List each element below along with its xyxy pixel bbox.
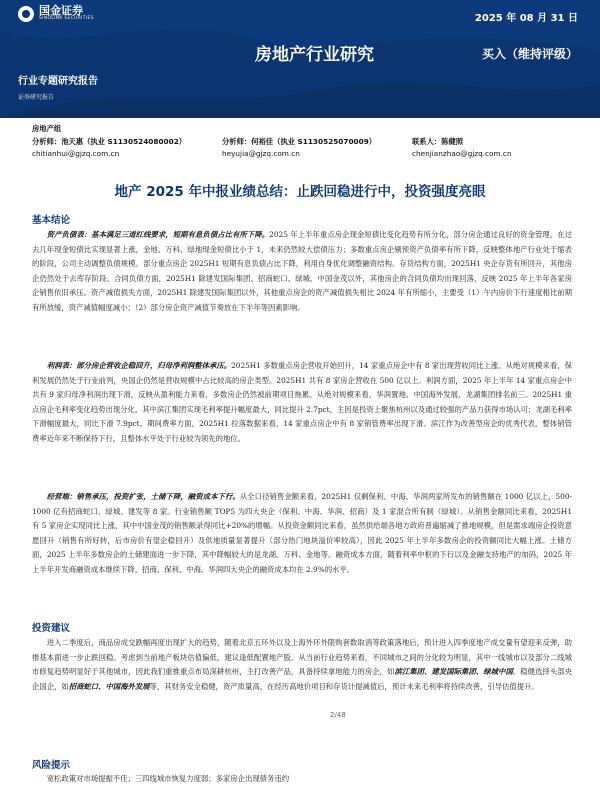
recommended-stocks-1: 滨江集团、建发国际集团、绿城中国 [394,667,513,677]
section-summary-heading: 基本结论 [32,215,71,226]
section-risk-heading: 风险提示 [32,760,71,771]
report-date: 2025 年 08 月 31 日 [474,13,578,24]
report-header [0,0,600,118]
contact-email[interactable]: chenjianzhao@gjzq.com.cn [412,149,512,158]
logo-icon [18,6,34,22]
income-statement-lead: 利润表：部分房企营收企稳回升，归母净利润整体承压。 [46,361,232,370]
balance-sheet-lead: 资产负债表：基本满足三道红线要求，短期有息负债占比有所下降。 [46,230,270,239]
company-name-cn: 国金证券 [39,4,83,17]
analyst-1: 分析师：池天惠（执业 S1130524080002） [32,137,187,146]
analyst-2: 分析师：何裕佳（执业 S1130525070009） [222,137,377,146]
balance-sheet-body: 2025 年上半年重点房企现金短债比变化趋势有所分化，部分房企通过良好的资金管理，在过去几年现金短债比实现显著上涨，金地、万科、绿地现金短债比小于 1，未来仍然较大偿债压力；多数重点房企剔预资产负债率有所下降，反映整体地产行业处于缩表的阶段，公司主动调整负债规模。部分重点房企 2025H1 短期有息负债占比下降，利用自身优化调整融资结构。存货结构方面，2025H1 央企存货有所回升，其他房企仍然处于去库存阶段。合同负债方面，2025H1 除建发国际集团、招商蛇口、绿城、中国金茂以外，其他房企的合同负债均出现回落，反映 2025 年上半年各家房企销售依旧承压。资产减值损失方面，2025H1 除建发国际集团以外，其他重点房企的资产减值损失相比 2024 年有所缩小，主要受（1）午内房价下行速度相比前期有所放缓，资产减值幅度减小；（2）部分房企资产减值节奏放在下半年等因素影响。 [32,230,572,312]
operations-lead: 经营端：销售承压，投资扩张，土储下降，融资成本下行。 [46,492,240,501]
analyst-block [32,124,572,158]
income-statement-body: 2025H1 多数重点房企营收开始回升，14 家重点房企中有 8 家出现营收同比上涨。从绝对规模来看，保利发展仍然处于行业前列，央国企仍然是营收规模中占比较高的房企类型。2025H1 共有 8 家房企营收在 500 亿以上。利润方面，2025 年上半年 14 家重点房企中共有 9 家归母净利润出现下滑，反映从盈利能力来看，多数房企仍然被前期项目拖累。从绝对规模来看，华润置地、中国海外发展、龙湖集团排名前三。2025H1 重点房企毛利率变化趋势出现分化，其中滨江集团实现毛利率提升幅度最大，同比提升 2.7pct，主因是投资上聚焦杭州以及通过较强的产品力获得市场认可；龙湖毛利率下滑幅度最大，同比下滑 7.9pct。期间费率方面，2025H1 拉落数据来看，14 家重点房企中有 8 家销管费率出现下滑。滨江作为改善型房企的优秀代表，整体销管费率近年来不断保持下行，且整体水平处于行业较为领先的地位。 [32,361,572,443]
sector-label: 房地产组 [32,124,62,133]
paragraph-risk [32,772,572,787]
analyst-2-email[interactable]: heyujia@gjzq.com.cn [222,149,300,158]
report-title: 房地产行业研究 [255,45,374,65]
paragraph-operations [32,490,572,578]
company-logo [18,5,94,22]
main-title: 地产 2025 年中报业绩总结：止跌回稳进行中，投资强度亮眼 [114,184,486,200]
contact-person: 联系人：陈健照 [412,137,464,146]
company-name-en: SINOLINK SECURITIES [39,16,94,21]
section-advice-heading: 投资建议 [32,623,71,634]
report-dept: 证券研究报告 [18,94,55,101]
page-number: 2/48 [330,711,346,719]
paragraph-investment-advice [32,636,572,694]
analyst-names-row [32,137,572,147]
operations-body: 从全口径销售金额来看，2025H1 仅剩保利、中海、华润两家所发布的销售额在 1000 亿以上，500-1000 亿有招商蛇口、绿城、建发等 8 家。行业销售额 TOP5 为四大央企（保利、中海、华润、招商）及 1 家混合所有制（绿城）。从销售金额同比来看，2025H1 有 5 家房企实现同比上涨，其中中国金茂的销售额录得同比+20%的增幅。从投资金额同比来看，虽然供给端各地方政府普遍缩减了推地规模，但是需求端房企投资意愿回升（销售有所好转，后市房价有望企稳回升）及供地质量显著提升（部分热门地块溢价率较高），因此 2025 年上半年多数房企的投资额同比大幅上涨。土储方面，2025 上半年多数房企的土储建面进一步下降，其中降幅较大的是龙湖、万科、金地等。融资成本方面，随着利率中枢的下行以及金融支持地产的加码，2025 年上半年开发商融资成本继续下降，招商、保利、中海、华润四大央企的融资成本均在 2.9%的水平。 [32,492,572,574]
recommended-stocks-2: 招商蛇口、中国海外发展 [68,681,150,691]
risk-body: 宽松政策对市场提振不佳；三四线城市恢复力度弱；多家房企出现债务违约 [46,774,290,783]
rating-badge: 买入（维持评级） [481,47,578,61]
investment-advice-body: 进入二季度后，商品房成交跌幅再度出现扩大的趋势，随着北京五环外以及上海外环外限购套数取消等政策落地后，预计进入四季度地产成交量有望迎来反弹，助推基本面进一步止跌回稳。考虑到当前地产板块估值偏低，建议逢低配置地产股。从当前行业趋势来看，不同城市之间的分化较为明显，其中一线城市以及部分二线城市修复趋势明显好于其他城市，因此我们重推重点布局深耕杭州，主打改善产品，具备持续拿地能力的房企，如滨江集团、建发国际集团、绿城中国。稳健选择头部央企国企，如招商蛇口、中国海外发展等，其财务安全稳健，资产质量高，在经历高地价项目和存货计提减值后，预计未来毛利率将持续改善，引导估值提升。 [32,638,572,691]
report-series: 行业专题研究报告 [18,76,98,87]
analyst-emails-row [32,149,572,158]
paragraph-income-statement [32,359,572,447]
analyst-1-email[interactable]: chitianhui@gjzq.com.cn [32,149,120,158]
paragraph-balance-sheet [32,228,572,316]
